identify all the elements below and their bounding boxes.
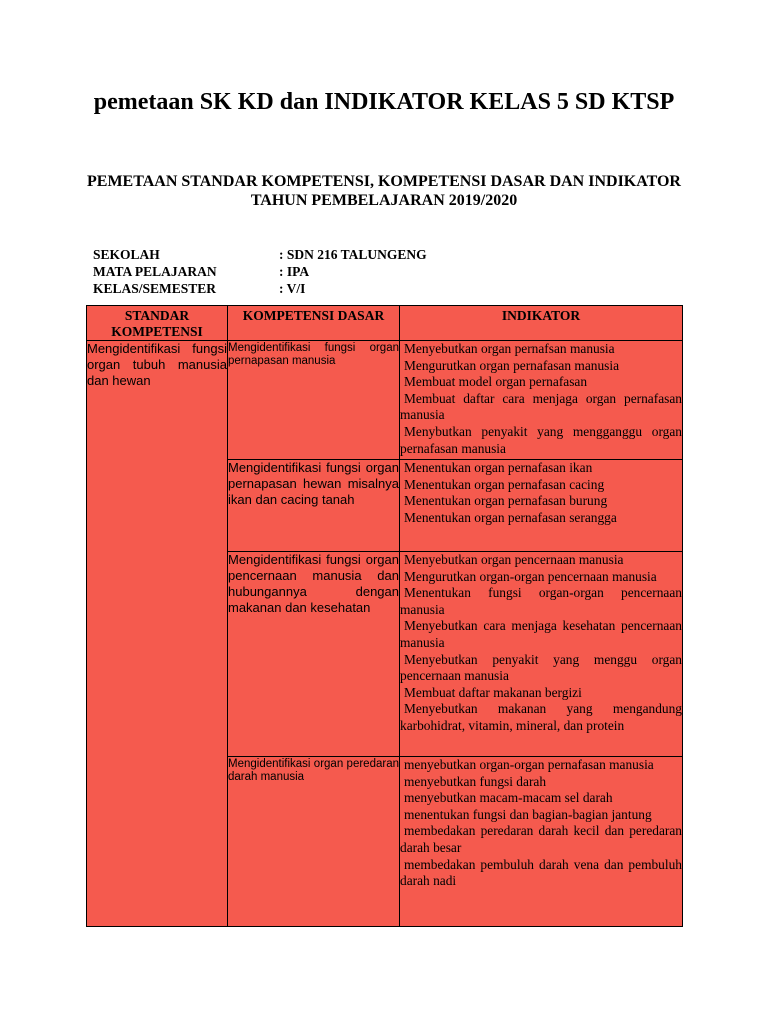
- indikator-item: Mengurutkan organ-organ pencernaan manusia: [404, 568, 657, 584]
- indikator-item: Menyebutkan makanan yang mengandung karbohidrat, vitamin, mineral, dan protein: [400, 701, 682, 733]
- indikator-item: Membuat daftar cara menjaga organ pernafasan manusia: [400, 390, 682, 423]
- table-row: [87, 341, 683, 460]
- indikator-item: Menybutkan penyakit yang mengganggu organ pernafasan manusia: [400, 423, 682, 456]
- indikator-item: Membuat daftar makanan bergizi: [404, 684, 582, 700]
- info-label: KELAS/SEMESTER: [93, 281, 217, 296]
- kompetensi-dasar-cell: Mengidentifikasi fungsi organ pernapasan hewan misalnya ikan dan cacing tanah: [228, 460, 400, 552]
- indikator-item: menyebutkan macam-macam sel darah: [404, 790, 613, 806]
- info-row-mata-pelajaran: [93, 263, 427, 280]
- header-indikator: INDIKATOR: [400, 306, 683, 341]
- indikator-cell: [400, 460, 683, 552]
- indikator-cell: [400, 552, 683, 757]
- indikator-item: Menyebutkan penyakit yang menggu organ pencernaan manusia: [400, 651, 682, 684]
- header-kompetensi-dasar: KOMPETENSI DASAR: [228, 306, 400, 341]
- indikator-item: menyebutkan fungsi darah: [404, 773, 547, 789]
- indikator-item: Menentukan fungsi organ-organ pencernaan manusia: [400, 585, 682, 617]
- kompetensi-dasar-cell: Mengidentifikasi organ peredaran darah manusia: [228, 757, 400, 927]
- indikator-item: menyebutkan organ-organ pernafasan manusia: [404, 757, 654, 772]
- indikator-item: Menyebutkan organ pencernaan manusia: [404, 552, 624, 567]
- info-value: : SDN 216 TALUNGENG: [279, 247, 427, 262]
- document-subtitle: [80, 172, 688, 210]
- kompetensi-dasar-cell: Mengidentifikasi fungsi organ pernapasan manusia: [228, 341, 400, 460]
- indikator-item: menentukan fungsi dan bagian-bagian jantung: [404, 806, 652, 822]
- school-info: [93, 246, 427, 297]
- header-standar-kompetensi: STANDAR KOMPETENSI: [87, 306, 228, 341]
- indikator-item: Menentukan organ pernafasan cacing: [404, 476, 605, 492]
- info-label: SEKOLAH: [93, 247, 160, 262]
- subtitle-line-1: PEMETAAN STANDAR KOMPETENSI, KOMPETENSI DASAR DAN INDIKATOR: [87, 173, 681, 190]
- info-value: : V/I: [279, 281, 306, 296]
- indikator-cell: [400, 341, 683, 460]
- indikator-item: Mengurutkan organ pernafasan manusia: [404, 357, 620, 373]
- indikator-item: Menyebutkan cara menjaga kesehatan pencernaan manusia: [400, 618, 682, 650]
- table-header-row: [87, 306, 683, 341]
- indikator-item: membedakan peredaran darah kecil dan peredaran darah besar: [400, 823, 682, 855]
- info-row-kelas-semester: [93, 280, 427, 297]
- indikator-item: Menentukan organ pernafasan burung: [404, 493, 608, 509]
- indikator-item: Menentukan organ pernafasan serangga: [404, 509, 617, 525]
- indikator-item: Membuat model organ pernafasan: [404, 374, 588, 390]
- indikator-item: Menyebutkan organ pernafsan manusia: [404, 341, 615, 356]
- subtitle-line-2: TAHUN PEMBELAJARAN 2019/2020: [250, 192, 518, 209]
- info-value: : IPA: [279, 264, 310, 279]
- info-row-sekolah: [93, 246, 427, 263]
- kompetensi-dasar-cell: Mengidentifikasi fungsi organ pencernaan manusia dan hubungannya dengan makanan dan kesehatan: [228, 552, 400, 757]
- indikator-cell: [400, 757, 683, 927]
- indikator-item: Menentukan organ pernafasan ikan: [404, 460, 593, 475]
- document-title: pemetaan SK KD dan INDIKATOR KELAS 5 SD KTSP: [93, 89, 675, 115]
- competency-mapping-table: [86, 305, 683, 927]
- info-label: MATA PELAJARAN: [93, 264, 217, 279]
- indikator-item: membedakan pembuluh darah vena dan pembuluh darah nadi: [400, 856, 682, 889]
- standar-kompetensi-cell: Mengidentifikasi fungsi organ tubuh manusia dan hewan: [87, 341, 228, 927]
